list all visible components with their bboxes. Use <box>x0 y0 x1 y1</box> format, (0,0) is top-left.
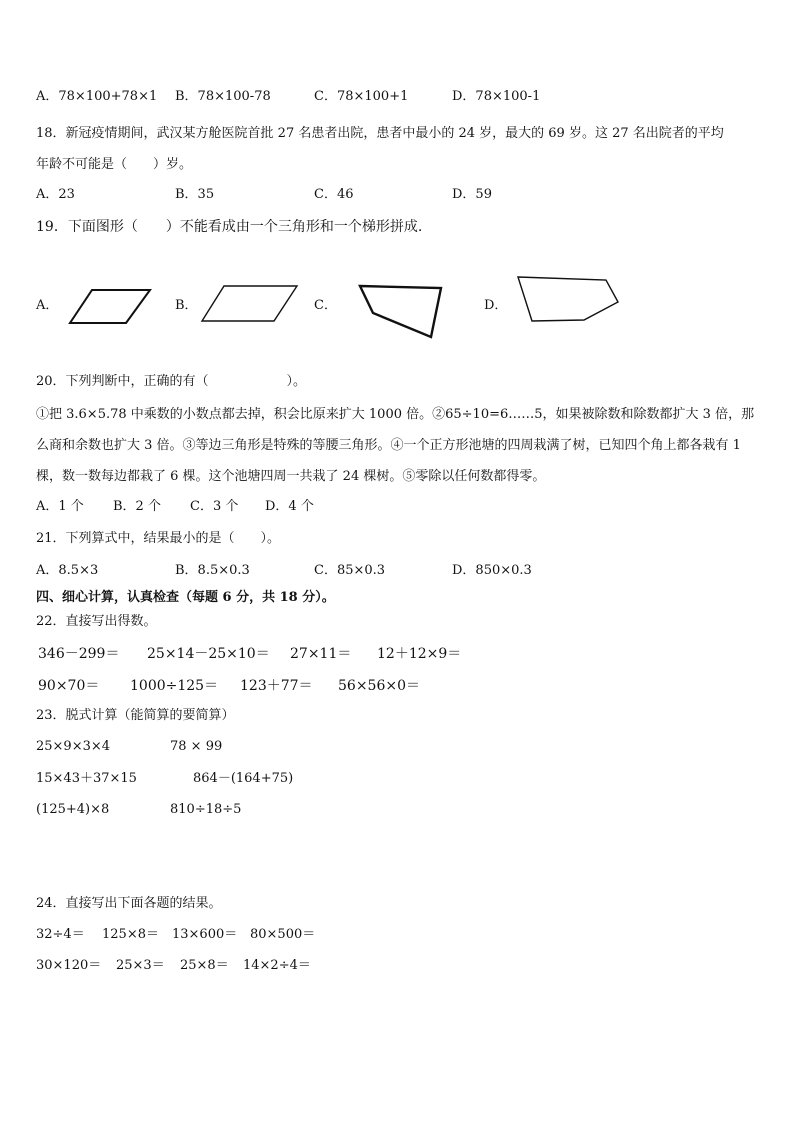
q22-item[interactable]: 25×14－25×10＝ <box>147 646 270 662</box>
q23-expression[interactable]: 78 × 99 <box>170 739 223 754</box>
q23-expression[interactable]: (125+4)×8 <box>36 802 110 817</box>
q20-stem: 20．下列判断中，正确的有（ ）。 <box>36 374 307 389</box>
q22-item[interactable]: 1000÷125＝ <box>130 678 219 694</box>
q22-item[interactable]: 90×70＝ <box>38 678 100 694</box>
q19-shape-a-parallelogram[interactable] <box>68 288 152 326</box>
q24-item[interactable]: 80×500＝ <box>250 927 316 942</box>
q22-item[interactable]: 346－299＝ <box>38 646 120 662</box>
q22-item[interactable]: 56×56×0＝ <box>338 678 420 694</box>
q22-item[interactable]: 27×11＝ <box>290 646 352 662</box>
q18-stem-line2: 年龄不可能是（ ）岁。 <box>36 157 193 172</box>
q18-option-a[interactable]: A．23 <box>36 187 75 202</box>
q21-stem: 21．下列算式中，结果最小的是（ ）。 <box>36 531 281 546</box>
q20-statements: ①把 3.6×5.78 中乘数的小数点都去掉，积会比原来扩大 1000 倍。②65÷10=6……5，如果被除数和除数都扩大 3 倍，那么商和余数也扩大 3 倍。③等边三角形是特殊的等腰三角形。④一个正方形池塘的四周栽满了树，已知四个角上都各栽有 1 棵，数一数每边都栽了 6 棵。这个池塘四周一共栽了 24 棵树。⑤零除以任何数都得零。 <box>36 407 755 484</box>
q18-option-d[interactable]: D．59 <box>452 187 492 202</box>
q21-option-b[interactable]: B．8.5×0.3 <box>175 563 250 578</box>
q19-label-d[interactable]: D． <box>484 298 508 313</box>
q23-stem: 23．脱式计算（能简算的要简算） <box>36 708 235 723</box>
q19-stem: 19．下面图形（ ）不能看成由一个三角形和一个梯形拼成. <box>36 219 423 235</box>
q18-option-b[interactable]: B．35 <box>175 187 215 202</box>
q17-option-c[interactable]: C．78×100+1 <box>314 89 409 104</box>
q19-shape-d-pentagon[interactable] <box>514 274 622 326</box>
q19-label-c[interactable]: C． <box>314 298 337 313</box>
q23-expression[interactable]: 864－(164+75) <box>193 771 294 786</box>
q18-option-c[interactable]: C．46 <box>314 187 354 202</box>
q22-item[interactable]: 12＋12×9＝ <box>377 646 462 662</box>
q24-item[interactable]: 32÷4＝ <box>36 927 85 942</box>
q21-option-d[interactable]: D．850×0.3 <box>452 563 532 578</box>
q24-item[interactable]: 25×3＝ <box>116 958 165 973</box>
q23-expression[interactable]: 810÷18÷5 <box>170 802 242 817</box>
q24-item[interactable]: 30×120＝ <box>36 958 102 973</box>
q17-option-d[interactable]: D．78×100-1 <box>452 89 541 104</box>
q20-option-d[interactable]: D．4 个 <box>265 499 314 514</box>
q19-label-a[interactable]: A． <box>36 298 59 313</box>
q21-option-a[interactable]: A．8.5×3 <box>36 563 99 578</box>
q24-stem: 24．直接写出下面各题的结果。 <box>36 896 222 911</box>
q19-shape-c-quadrilateral[interactable] <box>356 283 446 341</box>
q24-item[interactable]: 14×2÷4＝ <box>243 958 311 973</box>
q20-option-a[interactable]: A．1 个 <box>36 499 84 514</box>
q21-option-c[interactable]: C．85×0.3 <box>314 563 386 578</box>
q24-item[interactable]: 25×8＝ <box>180 958 229 973</box>
q18-stem-line1: 18．新冠疫情期间，武汉某方舱医院首批 27 名患者出院，患者中最小的 24 岁，最大的 69 岁。这 27 名出院者的平均 <box>36 126 724 141</box>
q20-option-b[interactable]: B．2 个 <box>113 499 161 514</box>
q23-expression[interactable]: 15×43＋37×15 <box>36 771 137 786</box>
q19-label-b[interactable]: B． <box>175 298 198 313</box>
q22-item[interactable]: 123＋77＝ <box>240 678 313 694</box>
q24-item[interactable]: 125×8＝ <box>102 927 159 942</box>
q22-stem: 22．直接写出得数。 <box>36 614 157 629</box>
section-4-heading: 四、细心计算，认真检查（每题 6 分，共 18 分）。 <box>36 590 335 605</box>
q23-expression[interactable]: 25×9×3×4 <box>36 739 111 754</box>
q19-shape-b-parallelogram[interactable] <box>200 284 300 324</box>
q17-option-b[interactable]: B．78×100-78 <box>175 89 271 104</box>
q24-item[interactable]: 13×600＝ <box>172 927 238 942</box>
q17-option-a[interactable]: A．78×100+78×1 <box>36 89 158 104</box>
q20-option-c[interactable]: C．3 个 <box>190 499 239 514</box>
